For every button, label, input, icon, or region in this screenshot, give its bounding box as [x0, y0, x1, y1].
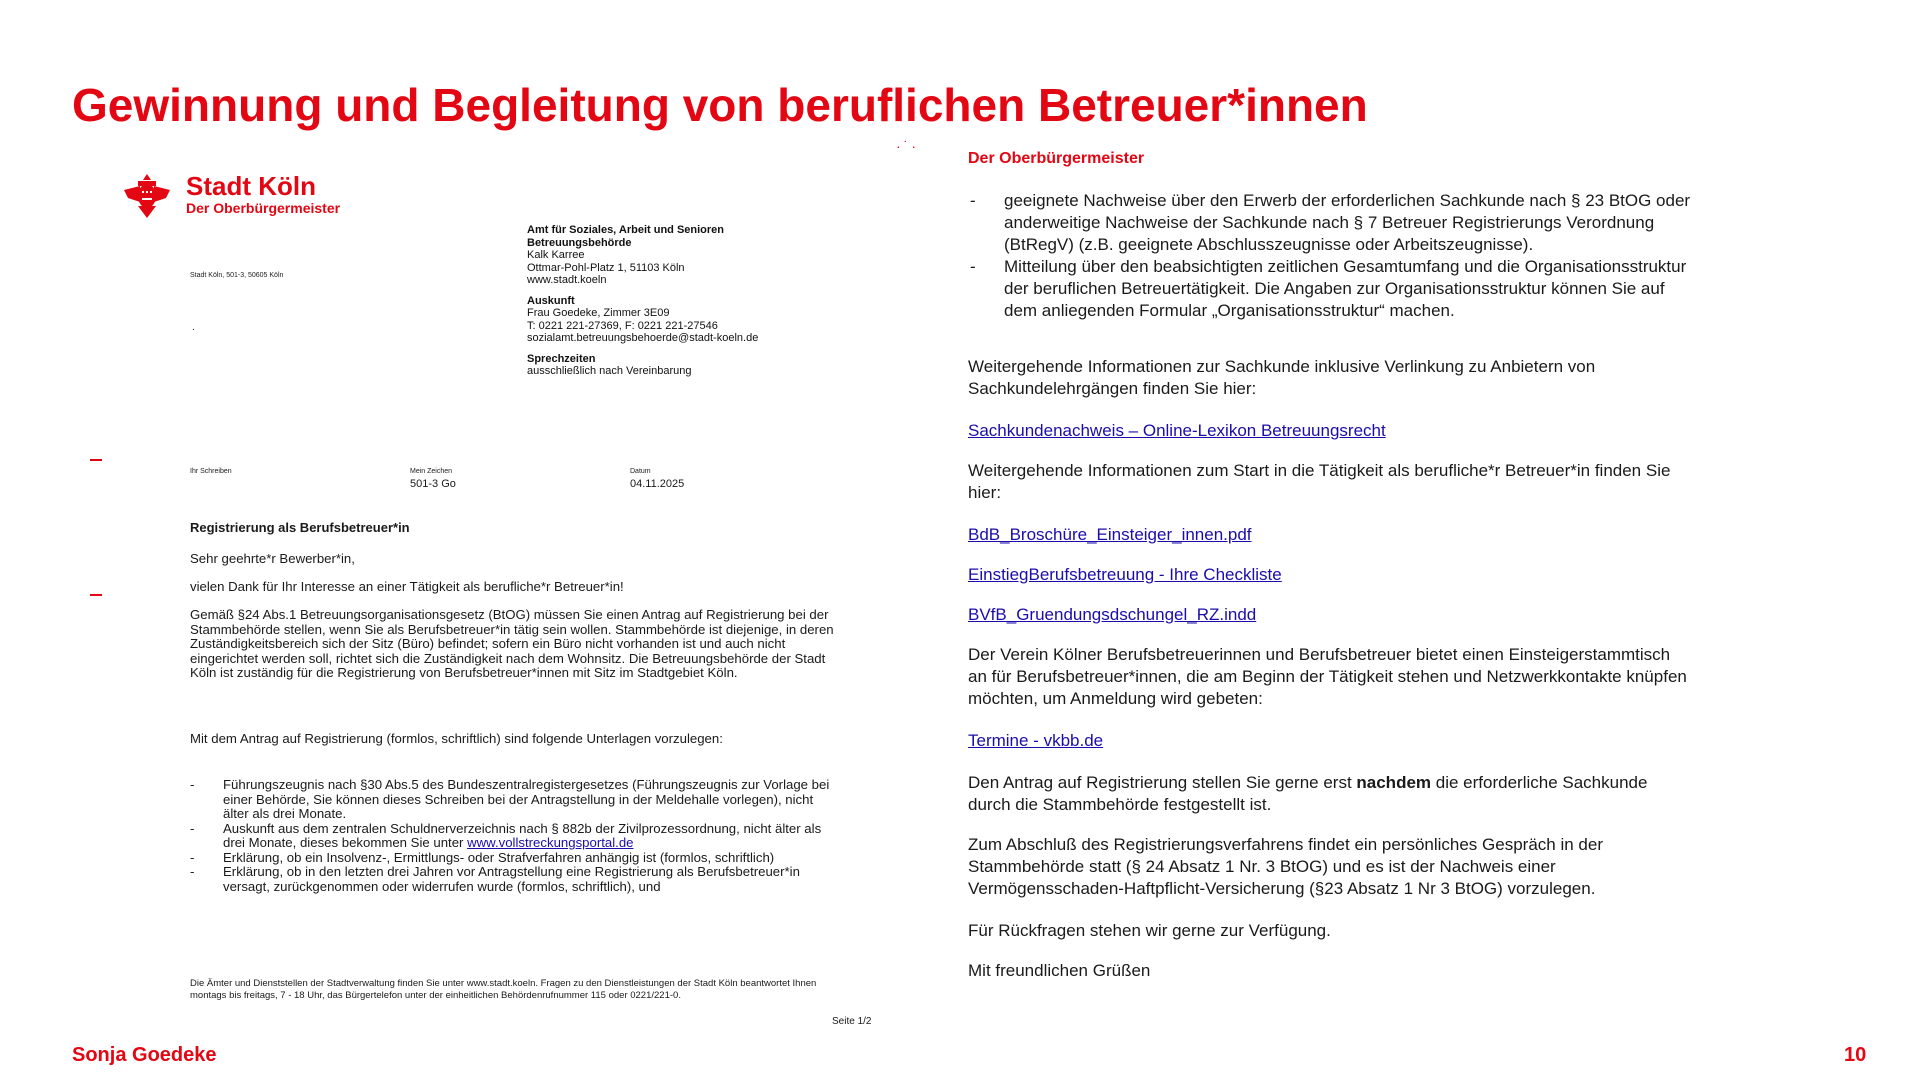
ref-your-letter	[190, 466, 232, 478]
presenter-name: Sonja Goedeke	[72, 1044, 217, 1066]
letter-footer-note: Die Ämter und Dienststellen der Stadtverwaltung finden Sie unter www.stadt.koeln. Fragen zu den Dienstleistungen der Stadt Köln beantwortet Ihnen montags bis freitags, 7 - 18 Uhr, das Bürgertelefon unter der einheitlichen Behördenrufnummer 115 oder 0221/221-0.	[190, 978, 817, 1001]
letter-page-label: Seite 1/2	[832, 1016, 872, 1027]
link-row	[968, 564, 1693, 586]
ref-my-sign	[410, 466, 456, 490]
ref-date	[630, 466, 684, 490]
salutation: Sehr geehrte*r Bewerber*in,	[190, 551, 355, 566]
antrag-post: die erforderliche Sachkunde durch die Stammbehörde festgestellt ist.	[968, 773, 1648, 814]
slide-page-number: 10	[1844, 1044, 1867, 1066]
rueckfragen-text: Für Rückfragen stehen wir gerne zur Verfügung.	[968, 921, 1331, 940]
letter-page-1	[110, 158, 900, 1038]
gruendungsdschungel-link[interactable]: BVfB_Gruendungsdschungel_RZ.indd	[968, 605, 1257, 624]
abschluss-text: Zum Abschluß des Registrierungsverfahrens findet ein persönliches Gespräch in der Stammbehörde statt (§ 24 Absatz 1 Nr. 3 BtOG) und es ist der Nachweis einer Vermögensschaden-Haftpflicht-Versicherung (§23 Absatz 1 Nr 3 BtOG) vorzulegen.	[968, 835, 1603, 898]
decorative-dash	[90, 594, 102, 596]
stadt-koeln-crest-icon	[118, 172, 176, 220]
ref-label: Mein Zeichen	[410, 468, 453, 475]
vkbb-termine-link[interactable]: Termine - vkbb.de	[968, 731, 1104, 750]
office-line: Kalk Karree	[527, 249, 585, 261]
list-item	[190, 822, 840, 851]
list-item-text: Auskunft aus dem zentralen Schuldnerverzeichnis nach § 882b der Zivilprozessordnung, nicht älter als drei Monate, dieses bekommen Sie unter	[223, 820, 822, 850]
info-start: Weitergehende Informationen zum Start in die Tätigkeit als berufliche*r Betreuer*in finden Sie hier:	[968, 461, 1671, 502]
documents-list-continued	[968, 190, 1693, 322]
logo-name: Stadt Köln	[186, 171, 316, 201]
checklist-link[interactable]: EinstiegBerufsbetreuung - Ihre Checkliste	[968, 565, 1282, 584]
contact-email: sozialamt.betreuungsbehoerde@stadt-koeln.de	[527, 332, 759, 344]
ref-label: Datum	[630, 468, 651, 475]
antrag-bold: nachdem	[1356, 773, 1432, 792]
paragraph-2: Mit dem Antrag auf Registrierung (formlos, schriftlich) sind folgende Unterlagen vorzulegen:	[190, 731, 723, 746]
office-line: Betreuungsbehörde	[527, 236, 632, 249]
ref-value: 501-3 Go	[410, 478, 456, 490]
list-item: - Führungszeugnis nach §30 Abs.5 des Bundeszentralregistergesetzes (Führungszeugnis zur Vorlage bei einer Behörde, Sie können dieses Schreiben bei der Antragstellung in der Meldehalle vorlegen), nicht älter als drei Monate.	[190, 778, 840, 822]
list-item: - geeignete Nachweise über den Erwerb der erforderlichen Sachkunde nach § 23 BtOG oder anderweitige Nachweise der Sachkunde nach § 7 Betreuer Registrierungs Verordnung (BtRegV) (z.B. geeignete Abschlusszeugnisse oder Arbeitszeugnisse).	[968, 190, 1693, 256]
office-line: Amt für Soziales, Arbeit und Senioren	[527, 224, 725, 236]
sachkundenachweis-link[interactable]: Sachkundenachweis – Online-Lexikon Betreuungsrecht	[968, 421, 1386, 440]
contact-name: Frau Goedeke, Zimmer 3E09	[527, 307, 670, 319]
list-item: - Mitteilung über den beabsichtigten zeitlichen Gesamtumfang und die Organisationsstruktur der beruflichen Betreuertätigkeit. Die Angaben zur Organisationsstruktur können Sie auf dem anliegenden Formular „Organisationsstruktur“ machen.	[968, 256, 1693, 322]
contact-heading: Auskunft	[527, 294, 575, 307]
stadt-koeln-logo	[118, 172, 340, 220]
letter-page-2	[960, 140, 1720, 1000]
sender-line: Stadt Köln, 501-3, 50605 Köln	[190, 272, 284, 279]
slide-title: Gewinnung und Begleitung von beruflichen Betreuer*innen	[72, 79, 1368, 131]
bdb-brochure-link[interactable]: BdB_Broschüre_Einsteiger_innen.pdf	[968, 525, 1252, 544]
link-row	[968, 730, 1693, 752]
antrag-text	[968, 772, 1693, 816]
link-row	[968, 420, 1693, 442]
hours-heading: Sprechzeiten	[527, 352, 596, 365]
list-item: - Erklärung, ob in den letzten drei Jahren vor Antragstellung eine Registrierung als Berufsbetreuer*in versagt, zurückgenommen oder widerrufen wurde (formlos, schriftlich), und	[190, 865, 840, 894]
right-header: Der Oberbürgermeister	[968, 150, 1145, 167]
info-sachkunde: Weitergehende Informationen zur Sachkunde inklusive Verlinkung zu Anbietern von Sachkundelehrgängen finden Sie hier:	[968, 357, 1596, 398]
link-row	[968, 604, 1693, 626]
closing-text: Mit freundlichen Grüßen	[968, 961, 1151, 980]
contact-phone: T: 0221 221-27369, F: 0221 221-27546	[527, 319, 718, 332]
antrag-pre: Den Antrag auf Registrierung stellen Sie gerne erst	[968, 773, 1357, 792]
paragraph-1: Gemäß §24 Abs.1 Betreuungsorganisationsgesetz (BtOG) müssen Sie einen Antrag auf Registrierung bei der Stammbehörde stellen, wenn Sie als Berufsbetreuer*in tätig sein wollen. Stammbehörde ist diejenige, in deren Zuständigkeitsbereich sich der Sitz (Büro) befindet; sofern ein Büro nicht vorhanden ist und auch nicht eingerichtet werden soll, richtet sich die Zuständigkeit nach dem Wohnsitz. Die Betreuungsbehörde der Stadt Köln ist zuständig für die Registrierung von Berufsbetreuer*innen mit Sitz im Stadtgebiet Köln.	[190, 607, 834, 680]
address-placeholder: .	[192, 322, 195, 333]
verein-text: Der Verein Kölner Berufsbetreuerinnen und Berufsbetreuer bietet einen Einsteigerstammtisch an für Berufsbetreuer*innen, die am Beginn der Tätigkeit stehen und Netzwerkkontakte knüpfen möchten, um Anmeldung wird gebeten:	[968, 645, 1687, 708]
hours-text: ausschließlich nach Vereinbarung	[527, 365, 692, 377]
letter-subject: Registrierung als Berufsbetreuer*in	[190, 520, 410, 535]
logo-subtitle: Der Oberbürgermeister	[186, 200, 341, 216]
ref-value: 04.11.2025	[630, 478, 685, 490]
decorative-red-dots: ·˙·	[896, 138, 919, 154]
link-row	[968, 524, 1693, 546]
ref-label: Ihr Schreiben	[190, 468, 232, 475]
list-item: - Erklärung, ob ein Insolvenz-, Ermittlungs- oder Strafverfahren anhängig ist (formlos, schriftlich)	[190, 851, 840, 866]
office-block	[527, 224, 758, 378]
decorative-dash	[90, 459, 102, 461]
vollstreckungsportal-link[interactable]: www.vollstreckungsportal.de	[467, 835, 634, 850]
office-line: Ottmar-Pohl-Platz 1, 51103 Köln	[527, 261, 685, 274]
intro-text: vielen Dank für Ihr Interesse an einer Tätigkeit als berufliche*r Betreuer*in!	[190, 579, 624, 594]
office-website: www.stadt.koeln	[527, 274, 607, 286]
documents-list	[190, 778, 840, 894]
